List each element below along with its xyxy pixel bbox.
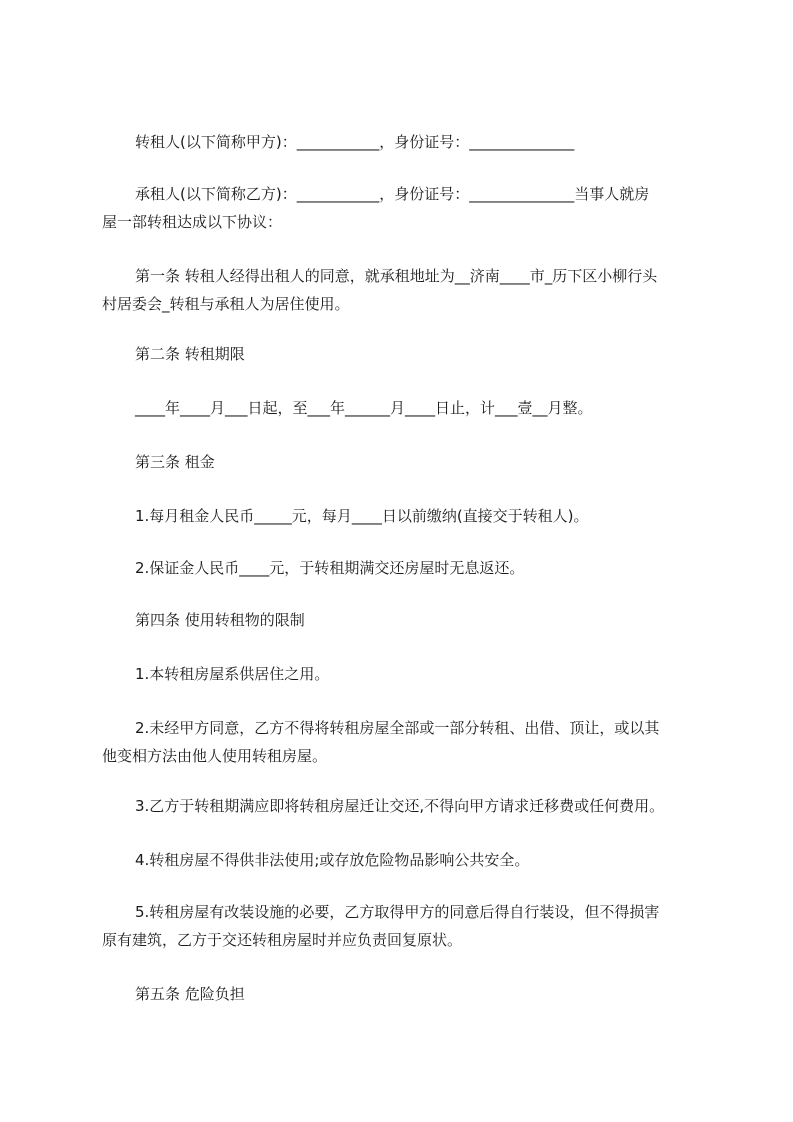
text-line: 第四条 使用转租物的限制	[135, 611, 305, 629]
paragraph-lease-term	[135, 394, 705, 422]
text-line: 1.每月租金人民币_____元，每月____日以前缴纳(直接交于转租人)。	[135, 507, 589, 525]
text-line: 第二条 转租期限	[135, 345, 245, 363]
paragraph-deposit-2	[135, 554, 705, 582]
text-line: 村居委会_转租与承租人为居住使用。	[102, 295, 350, 313]
paragraph-restriction-5	[102, 898, 705, 954]
text-line: 2.保证金人民币____元，于转租期满交还房屋时无息返还。	[135, 559, 525, 577]
text-line: ____年____月___日起，至___年______月____日止，计___壹__月整。	[135, 399, 593, 417]
text-line: 5.转租房屋有改装设施的必要，乙方取得甲方的同意后得自行装设，但不得损害	[135, 903, 660, 921]
heading-article-2	[135, 340, 705, 368]
text-line: 3.乙方于转租期满应即将转租房屋迁让交还,不得向甲方请求迁移费或任何费用。	[135, 797, 665, 815]
text-line: 他变相方法由他人使用转租房屋。	[102, 747, 328, 765]
text-line: 承租人(以下简称乙方)：___________，身份证号：______________当事人就房	[135, 185, 650, 203]
heading-article-4	[135, 606, 705, 634]
text-line: 原有建筑，乙方于交还转租房屋时并应负责回复原状。	[102, 931, 463, 949]
paragraph-restriction-3	[135, 792, 705, 820]
text-line: 第一条 转租人经得出租人的同意，就承租地址为__济南____市_历下区小柳行头	[135, 267, 658, 285]
heading-article-5	[135, 980, 705, 1008]
paragraph-rent-1	[135, 502, 705, 530]
text-line: 转租人(以下简称甲方)：___________，身份证号：______________	[135, 133, 575, 151]
paragraph-restriction-2	[102, 714, 705, 770]
paragraph-parties-sublessee	[102, 180, 705, 236]
text-line: 1.本转租房屋系供居住之用。	[135, 665, 330, 683]
heading-article-3	[135, 448, 705, 476]
text-line: 屋一部转租达成以下协议：	[102, 213, 283, 231]
text-line: 第五条 危险负担	[135, 985, 245, 1003]
paragraph-article-1	[102, 262, 705, 318]
paragraph-parties-sublessor	[135, 128, 705, 156]
paragraph-restriction-4	[135, 846, 705, 874]
text-line: 2.未经甲方同意，乙方不得将转租房屋全部或一部分转租、出借、顶让，或以其	[135, 719, 660, 737]
text-line: 第三条 租金	[135, 453, 215, 471]
paragraph-restriction-1	[135, 660, 705, 688]
text-line: 4.转租房屋不得供非法使用;或存放危险物品影响公共安全。	[135, 851, 530, 869]
